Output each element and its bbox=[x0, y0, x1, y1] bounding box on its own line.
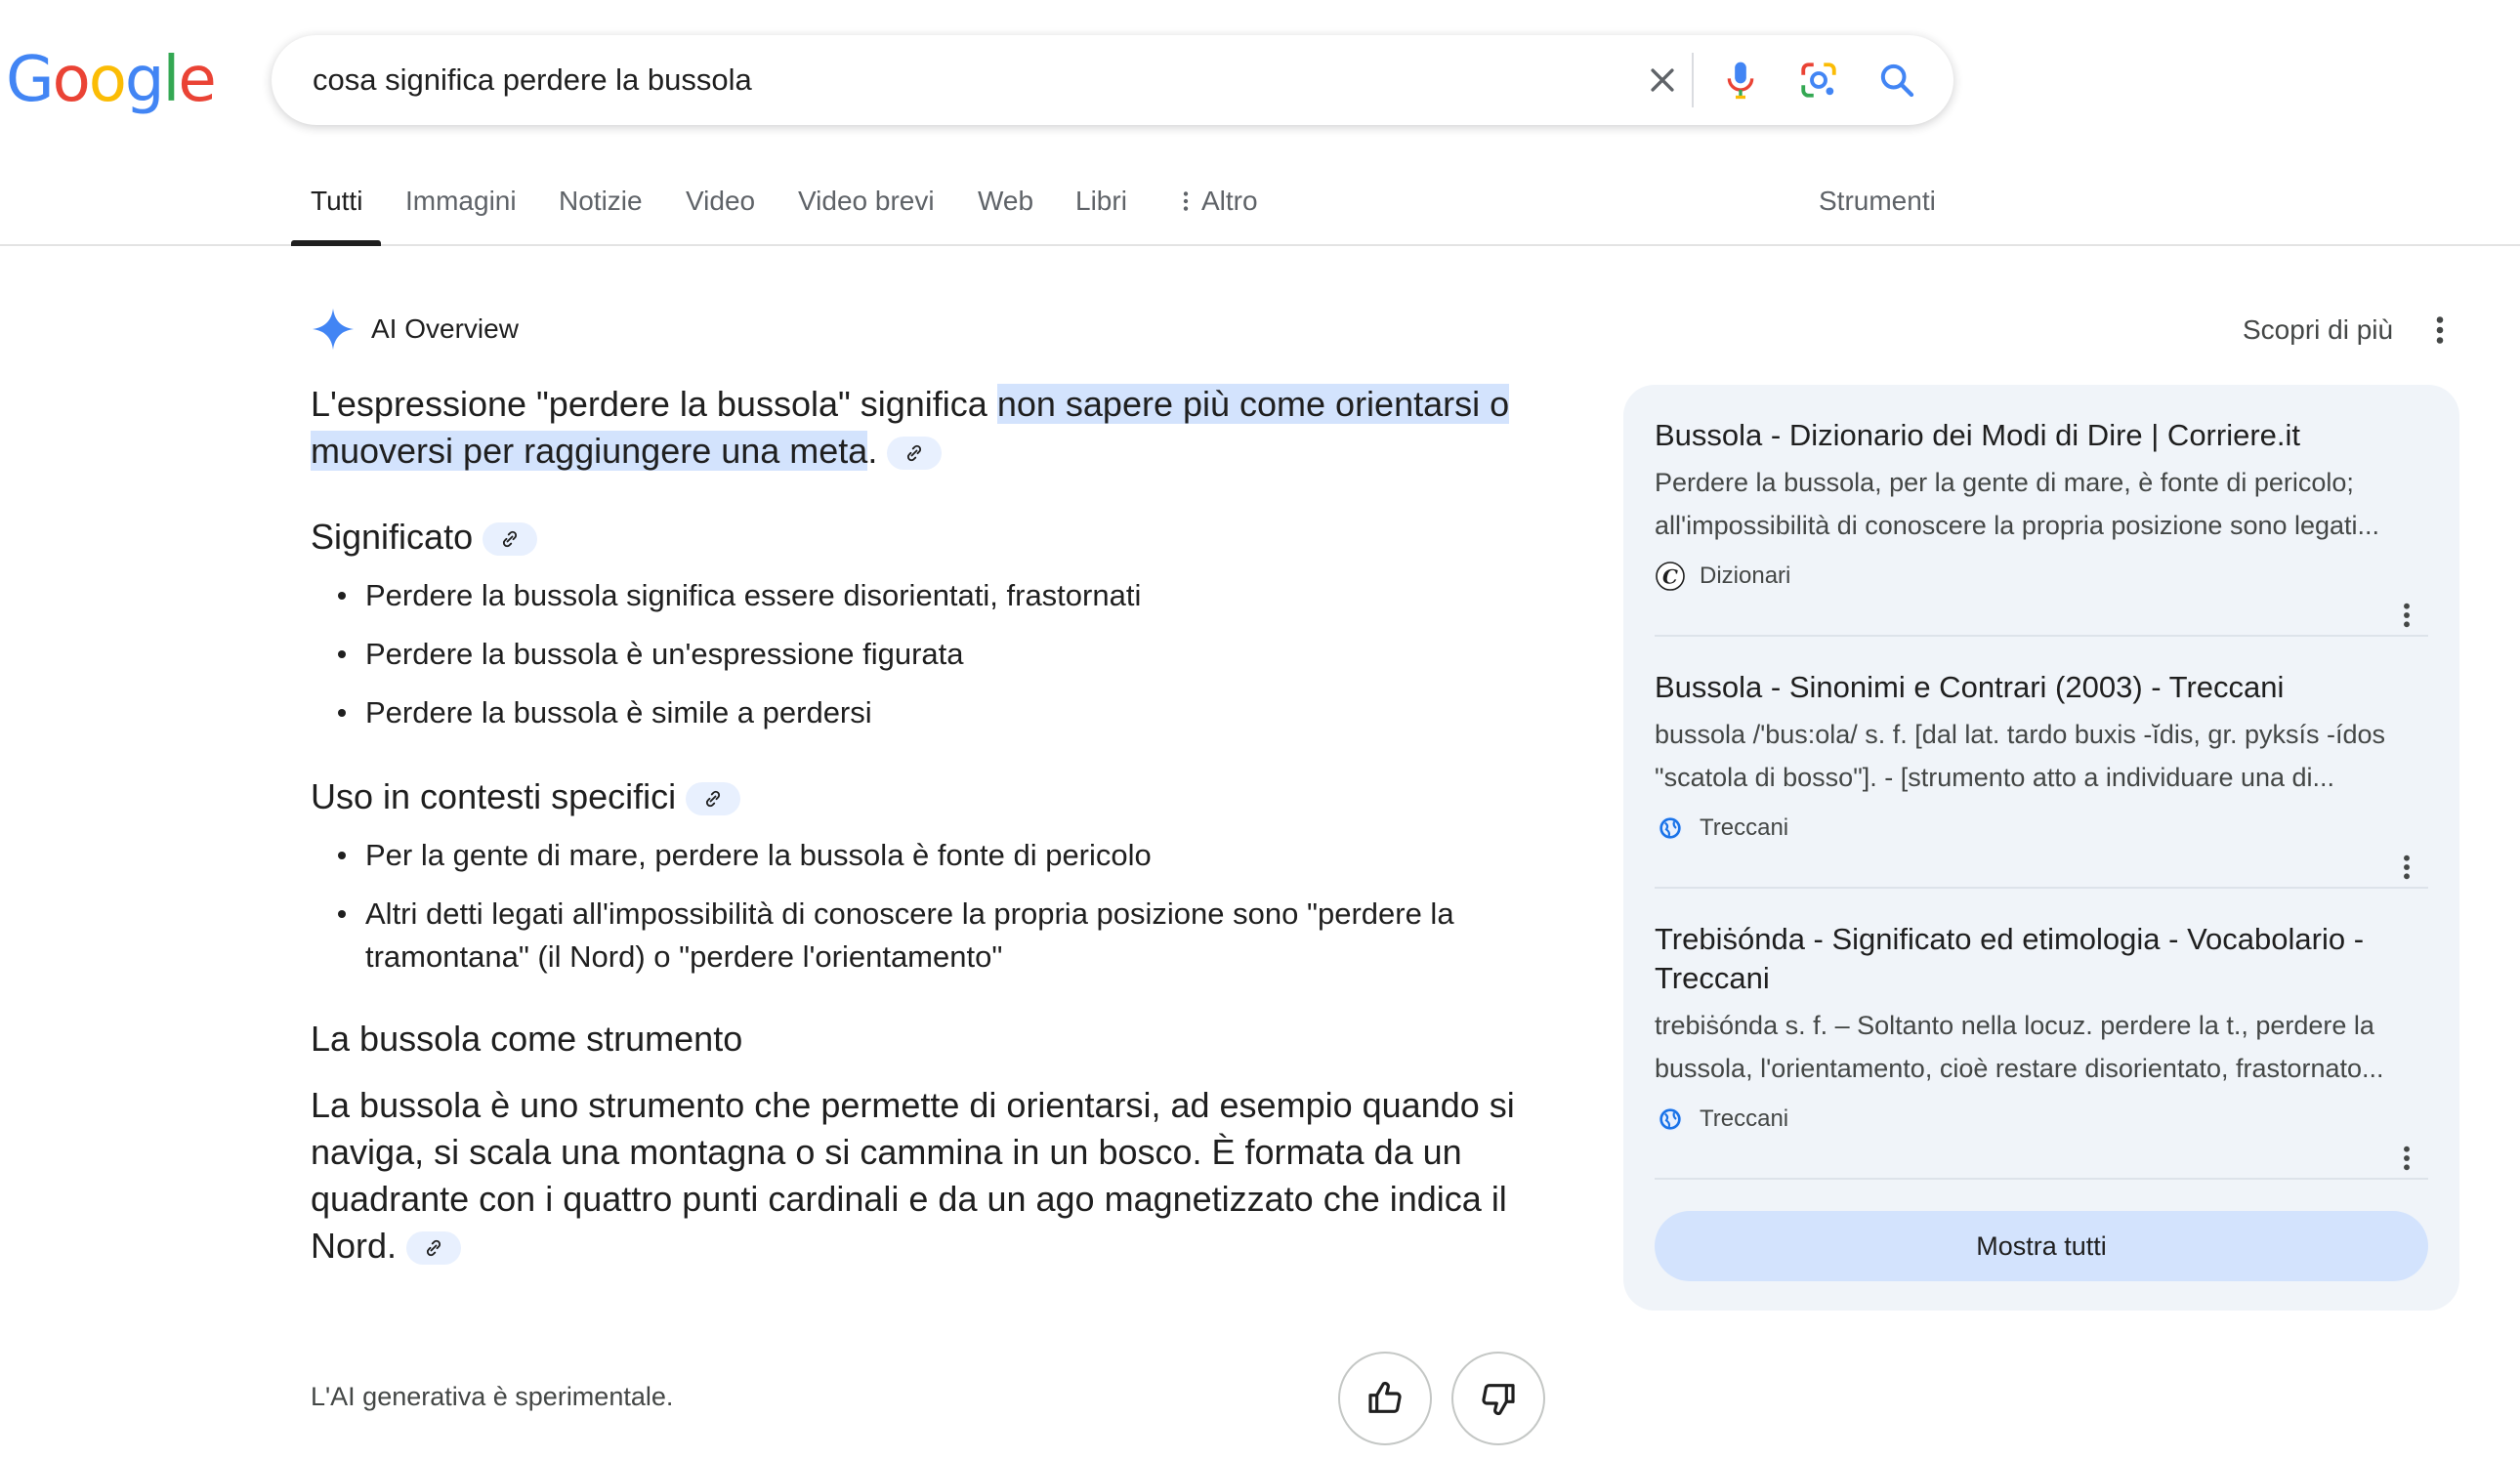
source-title[interactable]: Bussola - Dizionario dei Modi di Dire | Corriere.it bbox=[1655, 418, 2301, 452]
more-vert-icon[interactable] bbox=[2426, 313, 2454, 353]
thumbs-down-button[interactable] bbox=[1451, 1352, 1545, 1445]
source-snippet: Perdere la bussola, per la gente di mare, è fonte di pericolo; all'impossibilità di conoscere la propria posizione sono legati... bbox=[1655, 468, 2380, 540]
corriere-c-icon bbox=[1655, 561, 1686, 592]
lead-highlight: non sapere più come orientarsi o muoversi per raggiungere una meta bbox=[311, 384, 1510, 471]
source-card[interactable] bbox=[1655, 920, 2428, 1139]
overview-lead bbox=[311, 381, 1532, 475]
thumbs-up-icon bbox=[1365, 1379, 1405, 1418]
link-icon bbox=[424, 1238, 443, 1258]
source-title[interactable]: Bussola - Sinonimi e Contrari (2003) - Treccani bbox=[1655, 670, 2285, 704]
source-meta bbox=[1655, 809, 2428, 848]
logo-letter: o bbox=[52, 44, 89, 116]
source-site-name: Treccani bbox=[1700, 1105, 1789, 1132]
source-snippet: trebiṡónda s. f. – Soltanto nella locuz. perdere la t., perdere la bussola, l'orientamento, cioè restare disorientato, frastornato... bbox=[1655, 1011, 2384, 1083]
svg-text:C: C bbox=[1662, 564, 1678, 589]
tab-altro[interactable] bbox=[1180, 186, 1258, 217]
thumbs-down-icon bbox=[1479, 1379, 1518, 1418]
link-icon bbox=[500, 529, 520, 549]
source-title[interactable]: Trebiṡónda - Significato ed etimologia - Vocabolario - Treccani bbox=[1655, 922, 2365, 995]
ai-overview-header bbox=[311, 307, 519, 352]
section-title-uso bbox=[311, 773, 1532, 820]
list-item: Perdere la bussola è simile a perdersi bbox=[332, 691, 1532, 734]
logo-letter: e bbox=[178, 44, 215, 116]
paragraph-text: La bussola è uno strumento che permette di orientarsi, ad esempio quando si naviga, si scala una montagna o si cammina in un bosco. È formata da un quadrante con i quattro punti cardinali e da un ago magnetizzato che indica il Nord. bbox=[311, 1085, 1515, 1266]
source-snippet: bussola /'bus:ola/ s. f. [dal lat. tardo buxis -ĭdis, gr. pyksís -ídos "scatola di bosso"]. - [strumento atto a individuare una di... bbox=[1655, 720, 2385, 792]
tab-altro-label: Altro bbox=[1201, 186, 1258, 216]
tools-button[interactable]: Strumenti bbox=[1819, 186, 1936, 216]
more-vert-icon[interactable] bbox=[2395, 1143, 2418, 1179]
logo-letter: l bbox=[162, 44, 179, 116]
section-title-strumento: La bussola come strumento bbox=[311, 1019, 743, 1059]
show-all-button[interactable]: Mostra tutti bbox=[1655, 1211, 2428, 1281]
source-meta bbox=[1655, 557, 2428, 596]
tab-video[interactable]: Video bbox=[686, 186, 756, 216]
learn-more-link[interactable]: Scopri di più bbox=[2243, 314, 2394, 345]
search-tabs bbox=[0, 164, 2520, 246]
link-icon bbox=[904, 443, 924, 463]
logo-letter: o bbox=[88, 44, 125, 116]
source-site-name: Dizionari bbox=[1700, 563, 1791, 589]
search-divider bbox=[1692, 53, 1694, 107]
logo-letter: g bbox=[124, 44, 163, 116]
source-divider bbox=[1655, 635, 2428, 637]
bullet-list bbox=[332, 834, 1532, 979]
tab-notizie[interactable]: Notizie bbox=[559, 186, 643, 216]
more-vert-icon[interactable] bbox=[2395, 600, 2418, 636]
microphone-icon[interactable] bbox=[1717, 57, 1764, 104]
gemini-sparkle-icon bbox=[311, 307, 356, 352]
tab-video-brevi[interactable]: Video brevi bbox=[798, 186, 935, 216]
tab-libri[interactable]: Libri bbox=[1075, 186, 1127, 216]
citation-link-chip[interactable] bbox=[406, 1231, 461, 1265]
ai-disclaimer: L'AI generativa è sperimentale. bbox=[311, 1382, 674, 1411]
tab-tutti[interactable]: Tutti bbox=[311, 186, 363, 216]
sources-panel bbox=[1623, 385, 2459, 1311]
source-card[interactable] bbox=[1655, 416, 2428, 596]
section-title-significato bbox=[311, 514, 1532, 561]
list-item: Perdere la bussola significa essere disorientati, frastornati bbox=[332, 574, 1532, 617]
source-divider bbox=[1655, 887, 2428, 889]
more-vert-icon bbox=[1180, 188, 1192, 214]
logo-letter: G bbox=[6, 44, 53, 116]
citation-link-chip[interactable] bbox=[686, 782, 740, 815]
ai-overview-body bbox=[311, 381, 1532, 1270]
active-tab-indicator bbox=[291, 240, 381, 246]
search-input[interactable] bbox=[313, 35, 1582, 125]
list-item: Perdere la bussola è un'espressione figurata bbox=[332, 633, 1532, 676]
search-icon[interactable] bbox=[1873, 57, 1920, 104]
source-divider bbox=[1655, 1178, 2428, 1180]
list-item: Altri detti legati all'impossibilità di conoscere la propria posizione sono "perdere la tramontana" (il Nord) o "perdere l'orientamento" bbox=[332, 893, 1532, 979]
tab-immagini[interactable]: Immagini bbox=[405, 186, 517, 216]
camera-lens-icon[interactable] bbox=[1795, 57, 1842, 104]
source-site-name: Treccani bbox=[1700, 814, 1789, 841]
section-title-text: Significato bbox=[311, 517, 474, 557]
globe-icon bbox=[1655, 1104, 1686, 1135]
link-icon bbox=[703, 789, 723, 809]
search-bar bbox=[272, 35, 1953, 125]
ai-overview-label: AI Overview bbox=[371, 313, 519, 344]
more-vert-icon[interactable] bbox=[2395, 852, 2418, 888]
citation-link-chip[interactable] bbox=[483, 522, 537, 556]
close-icon[interactable] bbox=[1639, 57, 1686, 104]
globe-icon bbox=[1655, 813, 1686, 844]
bullet-list bbox=[332, 574, 1532, 734]
source-meta bbox=[1655, 1100, 2428, 1139]
tab-web[interactable]: Web bbox=[978, 186, 1034, 216]
lead-suffix: . bbox=[867, 431, 878, 471]
list-item: Per la gente di mare, perdere la bussola è fonte di pericolo bbox=[332, 834, 1532, 877]
google-logo[interactable] bbox=[6, 45, 215, 115]
lead-text: L'espressione "perdere la bussola" significa bbox=[311, 384, 997, 424]
thumbs-up-button[interactable] bbox=[1338, 1352, 1432, 1445]
source-card[interactable] bbox=[1655, 668, 2428, 848]
citation-link-chip[interactable] bbox=[887, 437, 942, 470]
overview-paragraph bbox=[311, 1082, 1532, 1270]
section-title-text: Uso in contesti specifici bbox=[311, 776, 677, 816]
